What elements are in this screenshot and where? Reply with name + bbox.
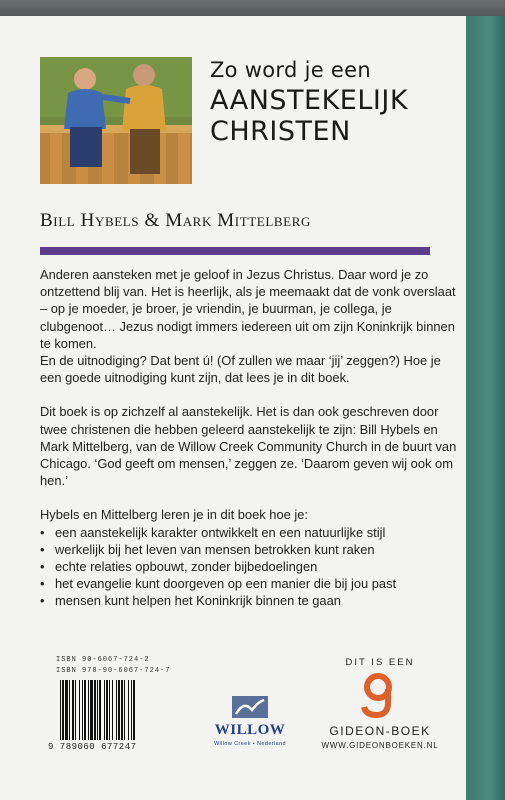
barcode-bar xyxy=(118,680,120,740)
bullet-list xyxy=(40,524,460,610)
barcode-bar xyxy=(60,680,61,740)
list-item: • werkelijk bij het leven van mensen betrokken kunt raken xyxy=(40,541,460,558)
barcode-bar xyxy=(124,680,125,740)
title-line1: Zo word je een xyxy=(210,58,371,82)
title-line3: CHRISTEN xyxy=(210,116,351,147)
barcode-bar xyxy=(131,680,132,740)
book-title xyxy=(210,85,460,147)
willow-name: WILLOW xyxy=(214,722,286,738)
barcode-bar xyxy=(72,680,74,740)
gideon-name: GIDEON-BOEK xyxy=(329,724,431,738)
barcode-bar xyxy=(128,680,129,740)
barcode-bar xyxy=(133,680,135,740)
blurb-paragraph-1b: En de uitnodiging? Dat bent ú! (Of zullen we maar ‘jij’ zeggen?) Hoe je een goede uitnodiging kunt zijn, dat lees je in dit boek. xyxy=(40,353,441,386)
blurb-paragraph-2: Dit boek is op zichzelf al aanstekelijk. Het is dan ook geschreven door twee christenen die hebben geleerd aanstekelijk te zijn: Bill Hybels en Mark Mittelberg, van de Willow Creek Community Church in de buurt van Chicago. ‘God geeft om mensen,’ zeggen ze. ‘Daarom geven wij ook om hen.’ xyxy=(40,404,457,489)
barcode-bar xyxy=(82,680,83,740)
barcode-bar xyxy=(104,680,105,740)
list-item: • het evangelie kunt doorgeven op een manier die bij jou past xyxy=(40,575,460,592)
willow-subtitle: Willow Creek • Nederland xyxy=(213,741,287,747)
barcode-bar xyxy=(94,680,96,740)
barcode-bar xyxy=(79,680,80,740)
barcode-bar xyxy=(121,680,123,740)
barcode-bar xyxy=(84,680,86,740)
gideon-url: WWW.GIDEONBOEKEN.NL xyxy=(321,741,439,750)
list-item: • mensen kunt helpen het Koninkrijk binnen te gaan xyxy=(40,592,460,609)
barcode-bar xyxy=(69,680,70,740)
gideon-g-logo-icon xyxy=(350,671,410,719)
page-edge xyxy=(0,0,505,16)
barcode xyxy=(58,680,180,742)
barcode-bar xyxy=(88,680,89,740)
blurb xyxy=(40,266,460,610)
barcode-bar xyxy=(112,680,113,740)
blurb-paragraph-3: Hybels en Mittelberg leren je in dit boek hoe je: xyxy=(40,507,308,523)
barcode-number: 9 789060 677247 xyxy=(48,742,137,752)
divider-bar xyxy=(40,247,430,255)
barcode-bar xyxy=(90,680,93,740)
dit-is-een: DIT IS EEN xyxy=(345,657,415,668)
barcode-bar xyxy=(99,680,101,740)
willow-logo-icon xyxy=(232,696,268,718)
spine xyxy=(466,16,505,800)
list-item: • een aanstekelijk karakter ontwikkelt en een natuurlijke stijl xyxy=(40,524,460,541)
barcode-bar xyxy=(75,680,76,740)
list-item: • echte relaties opbouwt, zonder bijbedoelingen xyxy=(40,558,460,575)
authors: Bill Hybels & Mark Mittelberg xyxy=(40,210,311,231)
barcode-bar xyxy=(109,680,110,740)
barcode-bar xyxy=(116,680,117,740)
two-men-illustration-icon xyxy=(40,57,192,184)
barcode-bar xyxy=(62,680,64,740)
barcode-bar xyxy=(65,680,68,740)
isbn-10: ISBN 90-6067-724-2 xyxy=(56,656,150,664)
title-line2: AANSTEKELIJK xyxy=(210,85,409,116)
barcode-bar xyxy=(106,680,108,740)
cover-illustration xyxy=(40,57,192,184)
barcode-bar xyxy=(97,680,98,740)
isbn-13: ISBN 978-90-6067-724-7 xyxy=(56,667,171,675)
blurb-paragraph-1: Anderen aansteken met je geloof in Jezus Christus. Daar word je zo ontzettend blij van. Het is heerlijk, als je meemaakt dat de vonk overslaat – op je moeder, je broer, je vriendin, je buurman, je collega, je clubgenoot… Jezus nodigt immers iedereen uit om zijn Koninkrijk binnen te komen. xyxy=(40,267,456,351)
